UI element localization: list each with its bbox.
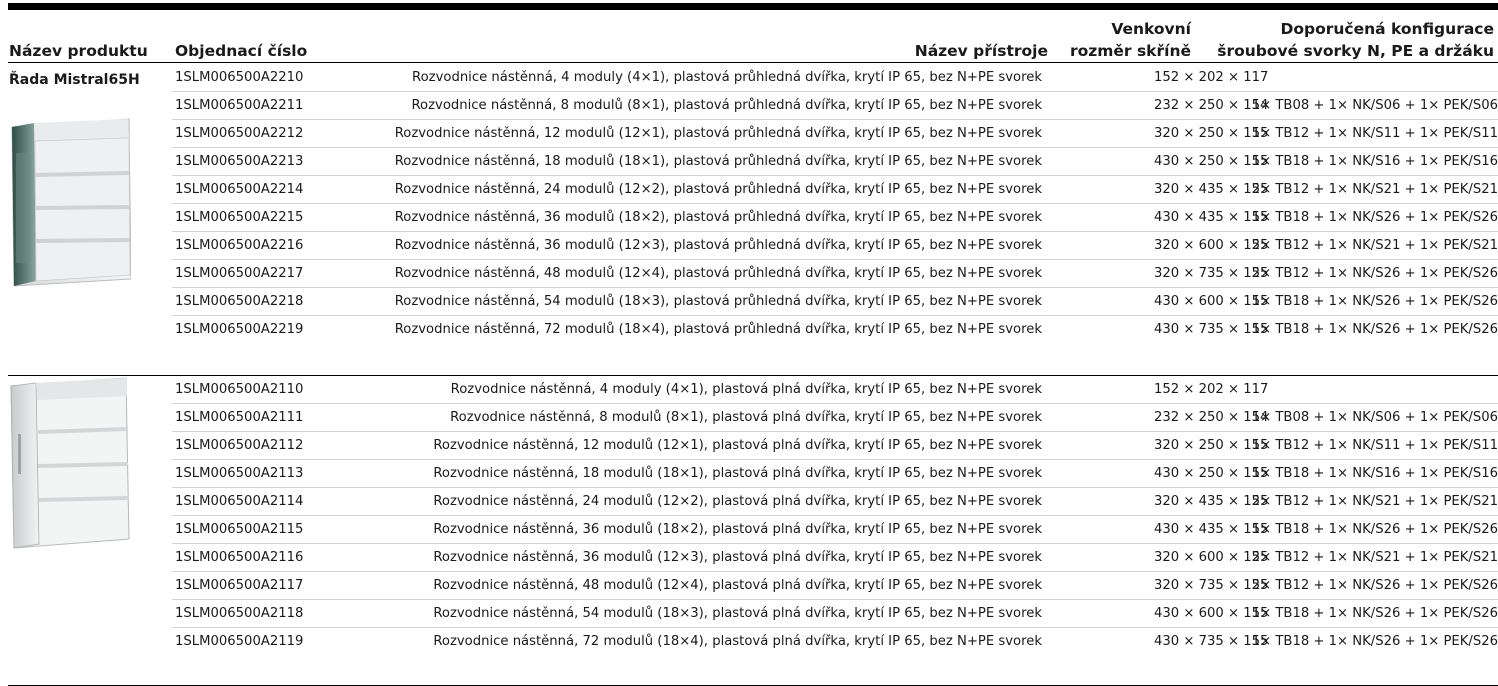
series-label: Řada Mistral65H — [9, 72, 140, 88]
dimensions-cell: 232 × 250 × 154 — [1154, 98, 1269, 113]
order-number-cell: 1SLM006500A2117 — [175, 578, 304, 593]
device-name-cell: Rozvodnice nástěnná, 18 modulů (18×1), plastová průhledná dvířka, krytí IP 65, bez N+PE svorek — [394, 154, 1042, 169]
dimensions-cell: 320 × 600 × 155 — [1154, 238, 1269, 253]
header-device-name: Název přístroje — [914, 42, 1048, 60]
table-row — [172, 432, 1498, 460]
table-row — [172, 376, 1498, 404]
dimensions-cell: 430 × 600 × 155 — [1154, 294, 1269, 309]
dimensions-cell: 430 × 435 × 155 — [1154, 210, 1269, 225]
device-name-cell: Rozvodnice nástěnná, 24 modulů (12×2), plastová průhledná dvířka, krytí IP 65, bez N+PE svorek — [394, 182, 1042, 197]
order-number-cell: 1SLM006500A2112 — [175, 438, 304, 453]
dimensions-cell: 320 × 600 × 155 — [1154, 550, 1269, 565]
order-number-cell: 1SLM006500A2115 — [175, 522, 304, 537]
top-rule — [8, 3, 1498, 10]
dimensions-cell: 320 × 435 × 155 — [1154, 182, 1269, 197]
device-name-cell: Rozvodnice nástěnná, 18 modulů (18×1), plastová plná dvířka, krytí IP 65, bez N+PE svorek — [433, 466, 1042, 481]
header-dimensions-line2: rozměr skříně — [1069, 42, 1191, 60]
header-order-number: Objednací číslo — [175, 42, 308, 60]
dimensions-cell: 430 × 735 × 155 — [1154, 322, 1269, 337]
configuration-cell: 1× TB18 + 1× NK/S16 + 1× PEK/S16 — [1251, 154, 1498, 169]
device-name-cell: Rozvodnice nástěnná, 36 modulů (12×3), plastová průhledná dvířka, krytí IP 65, bez N+PE svorek — [394, 238, 1042, 253]
device-name-cell: Rozvodnice nástěnná, 72 modulů (18×4), plastová plná dvířka, krytí IP 65, bez N+PE svorek — [433, 634, 1042, 649]
header-product-name: Název produktu — [9, 42, 148, 60]
dimensions-cell: 430 × 250 × 155 — [1154, 466, 1269, 481]
dimensions-cell: 232 × 250 × 154 — [1154, 410, 1269, 425]
configuration-cell: 1× TB18 + 1× NK/S16 + 1× PEK/S16 — [1251, 466, 1498, 481]
device-name-cell: Rozvodnice nástěnná, 54 modulů (18×3), plastová plná dvířka, krytí IP 65, bez N+PE svorek — [433, 606, 1042, 621]
header-config-line2: šroubové svorky N, PE a držáku — [1217, 42, 1494, 60]
device-name-cell: Rozvodnice nástěnná, 4 moduly (4×1), plastová průhledná dvířka, krytí IP 65, bez N+PE svorek — [412, 70, 1042, 85]
configuration-cell: 1× TB12 + 1× NK/S11 + 1× PEK/S11 — [1251, 438, 1498, 453]
device-name-cell: Rozvodnice nástěnná, 8 modulů (8×1), plastová průhledná dvířka, krytí IP 65, bez N+PE svorek — [411, 98, 1042, 113]
configuration-cell: 2× TB12 + 1× NK/S26 + 1× PEK/S26 — [1251, 266, 1498, 281]
header-config-line1: Doporučená konfigurace — [1280, 20, 1494, 38]
configuration-cell: 1× TB18 + 1× NK/S26 + 1× PEK/S26 — [1251, 522, 1498, 537]
configuration-cell: 1× TB12 + 1× NK/S11 + 1× PEK/S11 — [1251, 126, 1498, 141]
device-name-cell: Rozvodnice nástěnná, 48 modulů (12×4), plastová průhledná dvířka, krytí IP 65, bez N+PE svorek — [394, 266, 1042, 281]
order-number-cell: 1SLM006500A2217 — [175, 266, 304, 281]
configuration-cell: 1× TB08 + 1× NK/S06 + 1× PEK/S06 — [1251, 410, 1498, 425]
table-row — [172, 544, 1498, 572]
dimensions-cell: 152 × 202 × 117 — [1154, 70, 1269, 85]
configuration-cell: 1× TB18 + 1× NK/S26 + 1× PEK/S26 — [1251, 322, 1498, 337]
order-number-cell: 1SLM006500A2216 — [175, 238, 304, 253]
table-row — [172, 260, 1498, 288]
dimensions-cell: 152 × 202 × 117 — [1154, 382, 1269, 397]
order-number-cell: 1SLM006500A2210 — [175, 70, 304, 85]
table-row — [172, 516, 1498, 544]
section-divider — [8, 375, 1498, 376]
header-dimensions-line1: Venkovní — [1111, 20, 1191, 38]
order-number-cell: 1SLM006500A2213 — [175, 154, 304, 169]
dimensions-cell: 320 × 250 × 155 — [1154, 126, 1269, 141]
device-name-cell: Rozvodnice nástěnná, 48 modulů (12×4), plastová plná dvířka, krytí IP 65, bez N+PE svorek — [433, 578, 1042, 593]
dimensions-cell: 320 × 250 × 155 — [1154, 438, 1269, 453]
dimensions-cell: 430 × 250 × 155 — [1154, 154, 1269, 169]
configuration-cell: 2× TB12 + 1× NK/S26 + 1× PEK/S26 — [1251, 578, 1498, 593]
order-number-cell: 1SLM006500A2110 — [175, 382, 304, 397]
configuration-cell: 2× TB12 + 1× NK/S21 + 1× PEK/S21 — [1251, 182, 1498, 197]
order-number-cell: 1SLM006500A2119 — [175, 634, 304, 649]
table-row — [172, 64, 1498, 92]
device-name-cell: Rozvodnice nástěnná, 36 modulů (18×2), plastová průhledná dvířka, krytí IP 65, bez N+PE svorek — [394, 210, 1042, 225]
table-row — [172, 404, 1498, 432]
table-row — [172, 628, 1498, 656]
table-row — [172, 488, 1498, 516]
order-number-cell: 1SLM006500A2118 — [175, 606, 304, 621]
configuration-cell: 1× TB18 + 1× NK/S26 + 1× PEK/S26 — [1251, 606, 1498, 621]
configuration-cell: 2× TB12 + 1× NK/S21 + 1× PEK/S21 — [1251, 494, 1498, 509]
device-name-cell: Rozvodnice nástěnná, 72 modulů (18×4), plastová průhledná dvířka, krytí IP 65, bez N+PE svorek — [394, 322, 1042, 337]
device-name-cell: Rozvodnice nástěnná, 54 modulů (18×3), plastová průhledná dvířka, krytí IP 65, bez N+PE svorek — [394, 294, 1042, 309]
order-number-cell: 1SLM006500A2219 — [175, 322, 304, 337]
device-name-cell: Rozvodnice nástěnná, 12 modulů (12×1), plastová plná dvířka, krytí IP 65, bez N+PE svorek — [433, 438, 1042, 453]
table-row — [172, 92, 1498, 120]
order-number-cell: 1SLM006500A2114 — [175, 494, 304, 509]
configuration-cell: 2× TB12 + 1× NK/S21 + 1× PEK/S21 — [1251, 238, 1498, 253]
configuration-cell: 2× TB12 + 1× NK/S21 + 1× PEK/S21 — [1251, 550, 1498, 565]
table-row — [172, 572, 1498, 600]
enclosure-transparent-door-image — [10, 113, 131, 288]
order-number-cell: 1SLM006500A2214 — [175, 182, 304, 197]
dimensions-cell: 320 × 735 × 155 — [1154, 578, 1269, 593]
header-divider — [8, 62, 1498, 63]
order-number-cell: 1SLM006500A2212 — [175, 126, 304, 141]
enclosure-solid-door-image — [8, 374, 133, 549]
table-row — [172, 120, 1498, 148]
order-number-cell: 1SLM006500A2116 — [175, 550, 304, 565]
dimensions-cell: 320 × 735 × 155 — [1154, 266, 1269, 281]
device-name-cell: Rozvodnice nástěnná, 36 modulů (18×2), plastová plná dvířka, krytí IP 65, bez N+PE svorek — [433, 522, 1042, 537]
table-row — [172, 204, 1498, 232]
table-row — [172, 600, 1498, 628]
configuration-cell: 1× TB18 + 1× NK/S26 + 1× PEK/S26 — [1251, 294, 1498, 309]
dimensions-cell: 430 × 435 × 155 — [1154, 522, 1269, 537]
device-name-cell: Rozvodnice nástěnná, 36 modulů (12×3), plastová plná dvířka, krytí IP 65, bez N+PE svorek — [433, 550, 1042, 565]
table-row — [172, 460, 1498, 488]
dimensions-cell: 430 × 600 × 155 — [1154, 606, 1269, 621]
device-name-cell: Rozvodnice nástěnná, 12 modulů (12×1), plastová průhledná dvířka, krytí IP 65, bez N+PE svorek — [394, 126, 1042, 141]
table-row — [172, 148, 1498, 176]
order-number-cell: 1SLM006500A2113 — [175, 466, 304, 481]
dimensions-cell: 430 × 735 × 155 — [1154, 634, 1269, 649]
device-name-cell: Rozvodnice nástěnná, 4 moduly (4×1), plastová plná dvířka, krytí IP 65, bez N+PE svorek — [450, 382, 1042, 397]
device-name-cell: Rozvodnice nástěnná, 24 modulů (12×2), plastová plná dvířka, krytí IP 65, bez N+PE svorek — [433, 494, 1042, 509]
dimensions-cell: 320 × 435 × 155 — [1154, 494, 1269, 509]
table-row — [172, 288, 1498, 316]
order-number-cell: 1SLM006500A2211 — [175, 98, 304, 113]
configuration-cell: 1× TB18 + 1× NK/S26 + 1× PEK/S26 — [1251, 210, 1498, 225]
table-row — [172, 176, 1498, 204]
order-number-cell: 1SLM006500A2111 — [175, 410, 304, 425]
order-number-cell: 1SLM006500A2215 — [175, 210, 304, 225]
configuration-cell: 1× TB08 + 1× NK/S06 + 1× PEK/S06 — [1251, 98, 1498, 113]
table-row — [172, 232, 1498, 260]
order-number-cell: 1SLM006500A2218 — [175, 294, 304, 309]
device-name-cell: Rozvodnice nástěnná, 8 modulů (8×1), plastová plná dvířka, krytí IP 65, bez N+PE svorek — [450, 410, 1042, 425]
configuration-cell: 1× TB18 + 1× NK/S26 + 1× PEK/S26 — [1251, 634, 1498, 649]
table-row — [172, 316, 1498, 344]
